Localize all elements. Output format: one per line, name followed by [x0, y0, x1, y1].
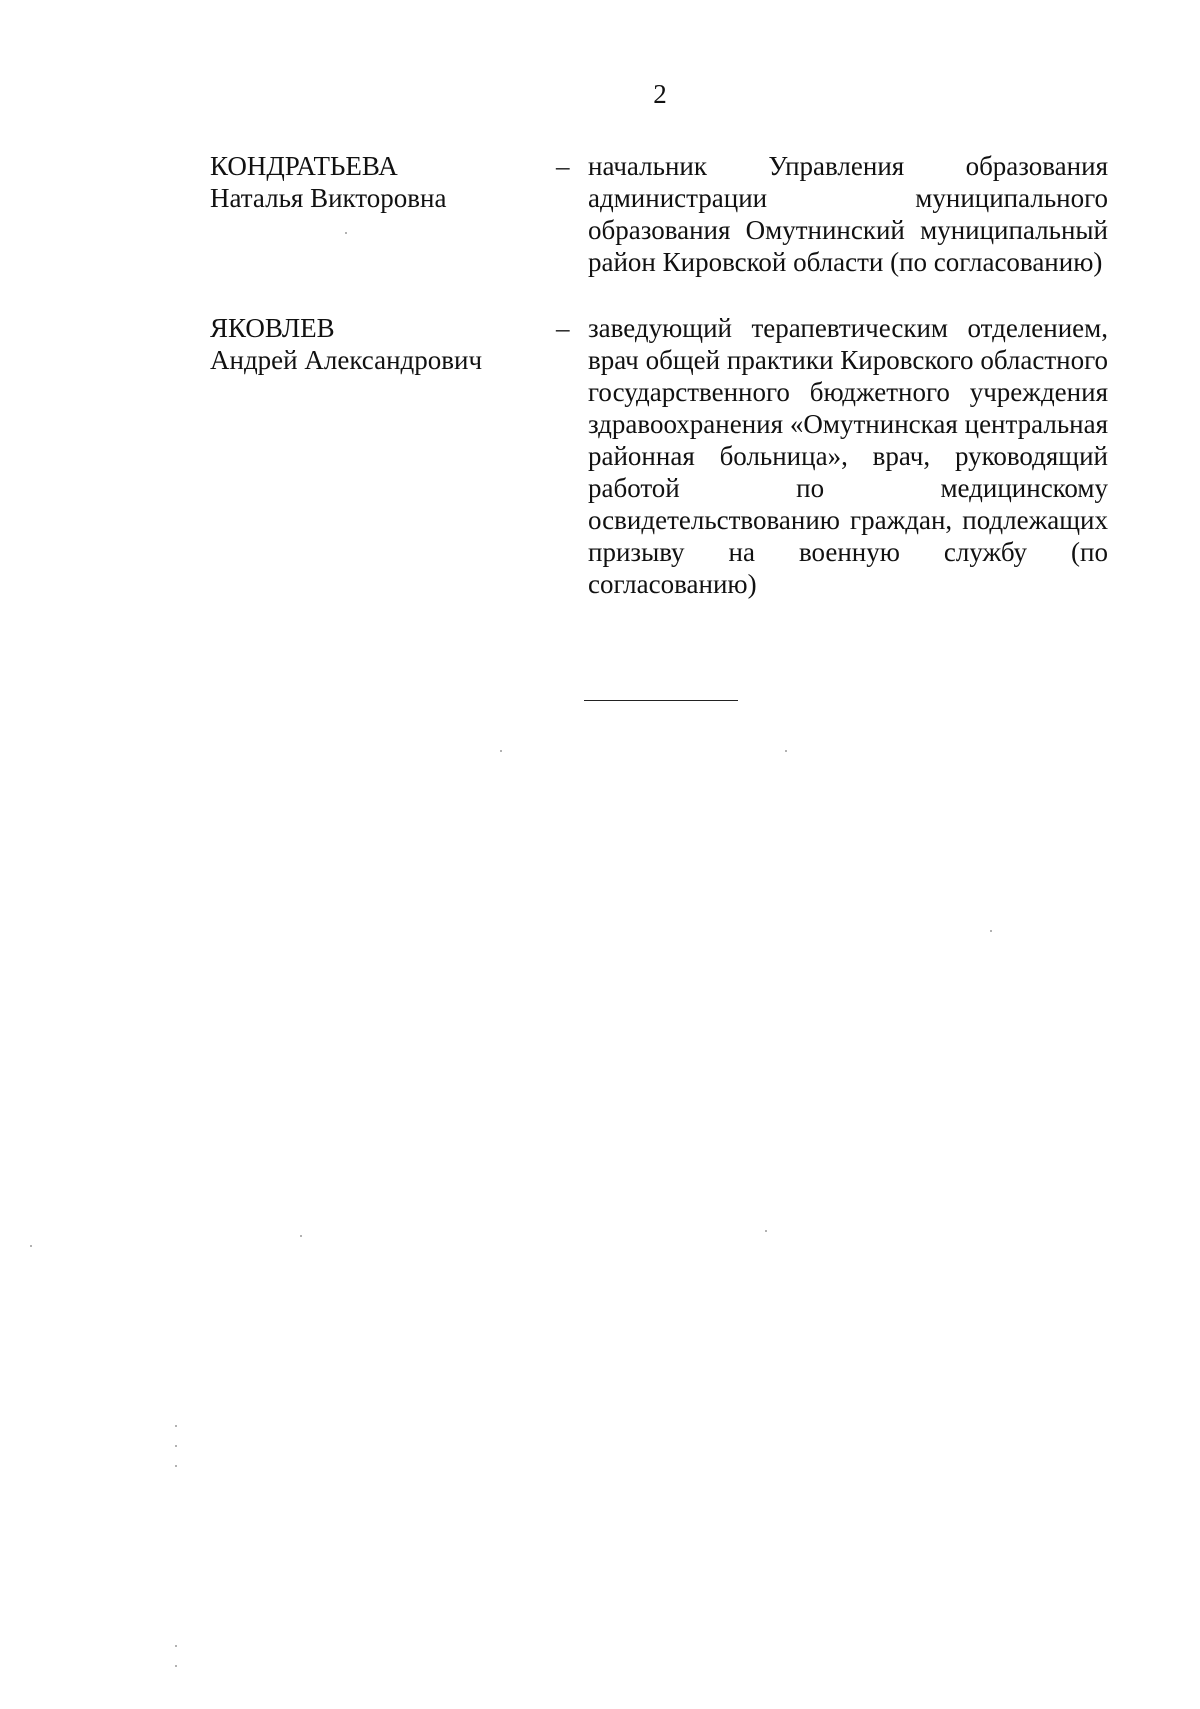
scan-speck — [785, 750, 787, 752]
member-dash: – — [556, 313, 570, 343]
member-surname: ЯКОВЛЕВ — [210, 313, 335, 343]
scan-speck — [175, 1425, 177, 1427]
member-surname: КОНДРАТЬЕВА — [210, 151, 398, 181]
scan-speck — [300, 1235, 302, 1237]
scan-speck — [175, 1665, 177, 1667]
scan-speck — [175, 1645, 177, 1647]
scan-speck — [30, 1245, 32, 1247]
member-given-names: Наталья Викторовна — [210, 183, 447, 213]
end-of-list-rule — [584, 700, 738, 701]
member-role: начальник Управления образования администрации муниципального образования Омутнинский муниципальный район Кировской области (по согласованию) — [588, 151, 1108, 277]
member-role: заведующий терапевтическим отделением, врач общей практики Кировского областного государственного бюджетного учреждения здравоохранения «Омутнинская центральная районная больница», врач, руководящий работой по медицинскому освидетельствованию граждан, подлежащих призыву на военную службу (по согласованию) — [588, 313, 1108, 599]
member-name — [210, 312, 530, 376]
scan-speck — [500, 750, 502, 752]
member-name — [210, 150, 530, 214]
scan-speck — [175, 1465, 177, 1467]
scan-speck — [990, 930, 992, 932]
member-dash: – — [556, 151, 570, 181]
scan-speck — [765, 1230, 767, 1232]
member-given-names: Андрей Александрович — [210, 345, 483, 375]
scan-speck — [345, 232, 347, 234]
scan-speck — [175, 1445, 177, 1447]
page-number: 2 — [653, 79, 667, 109]
